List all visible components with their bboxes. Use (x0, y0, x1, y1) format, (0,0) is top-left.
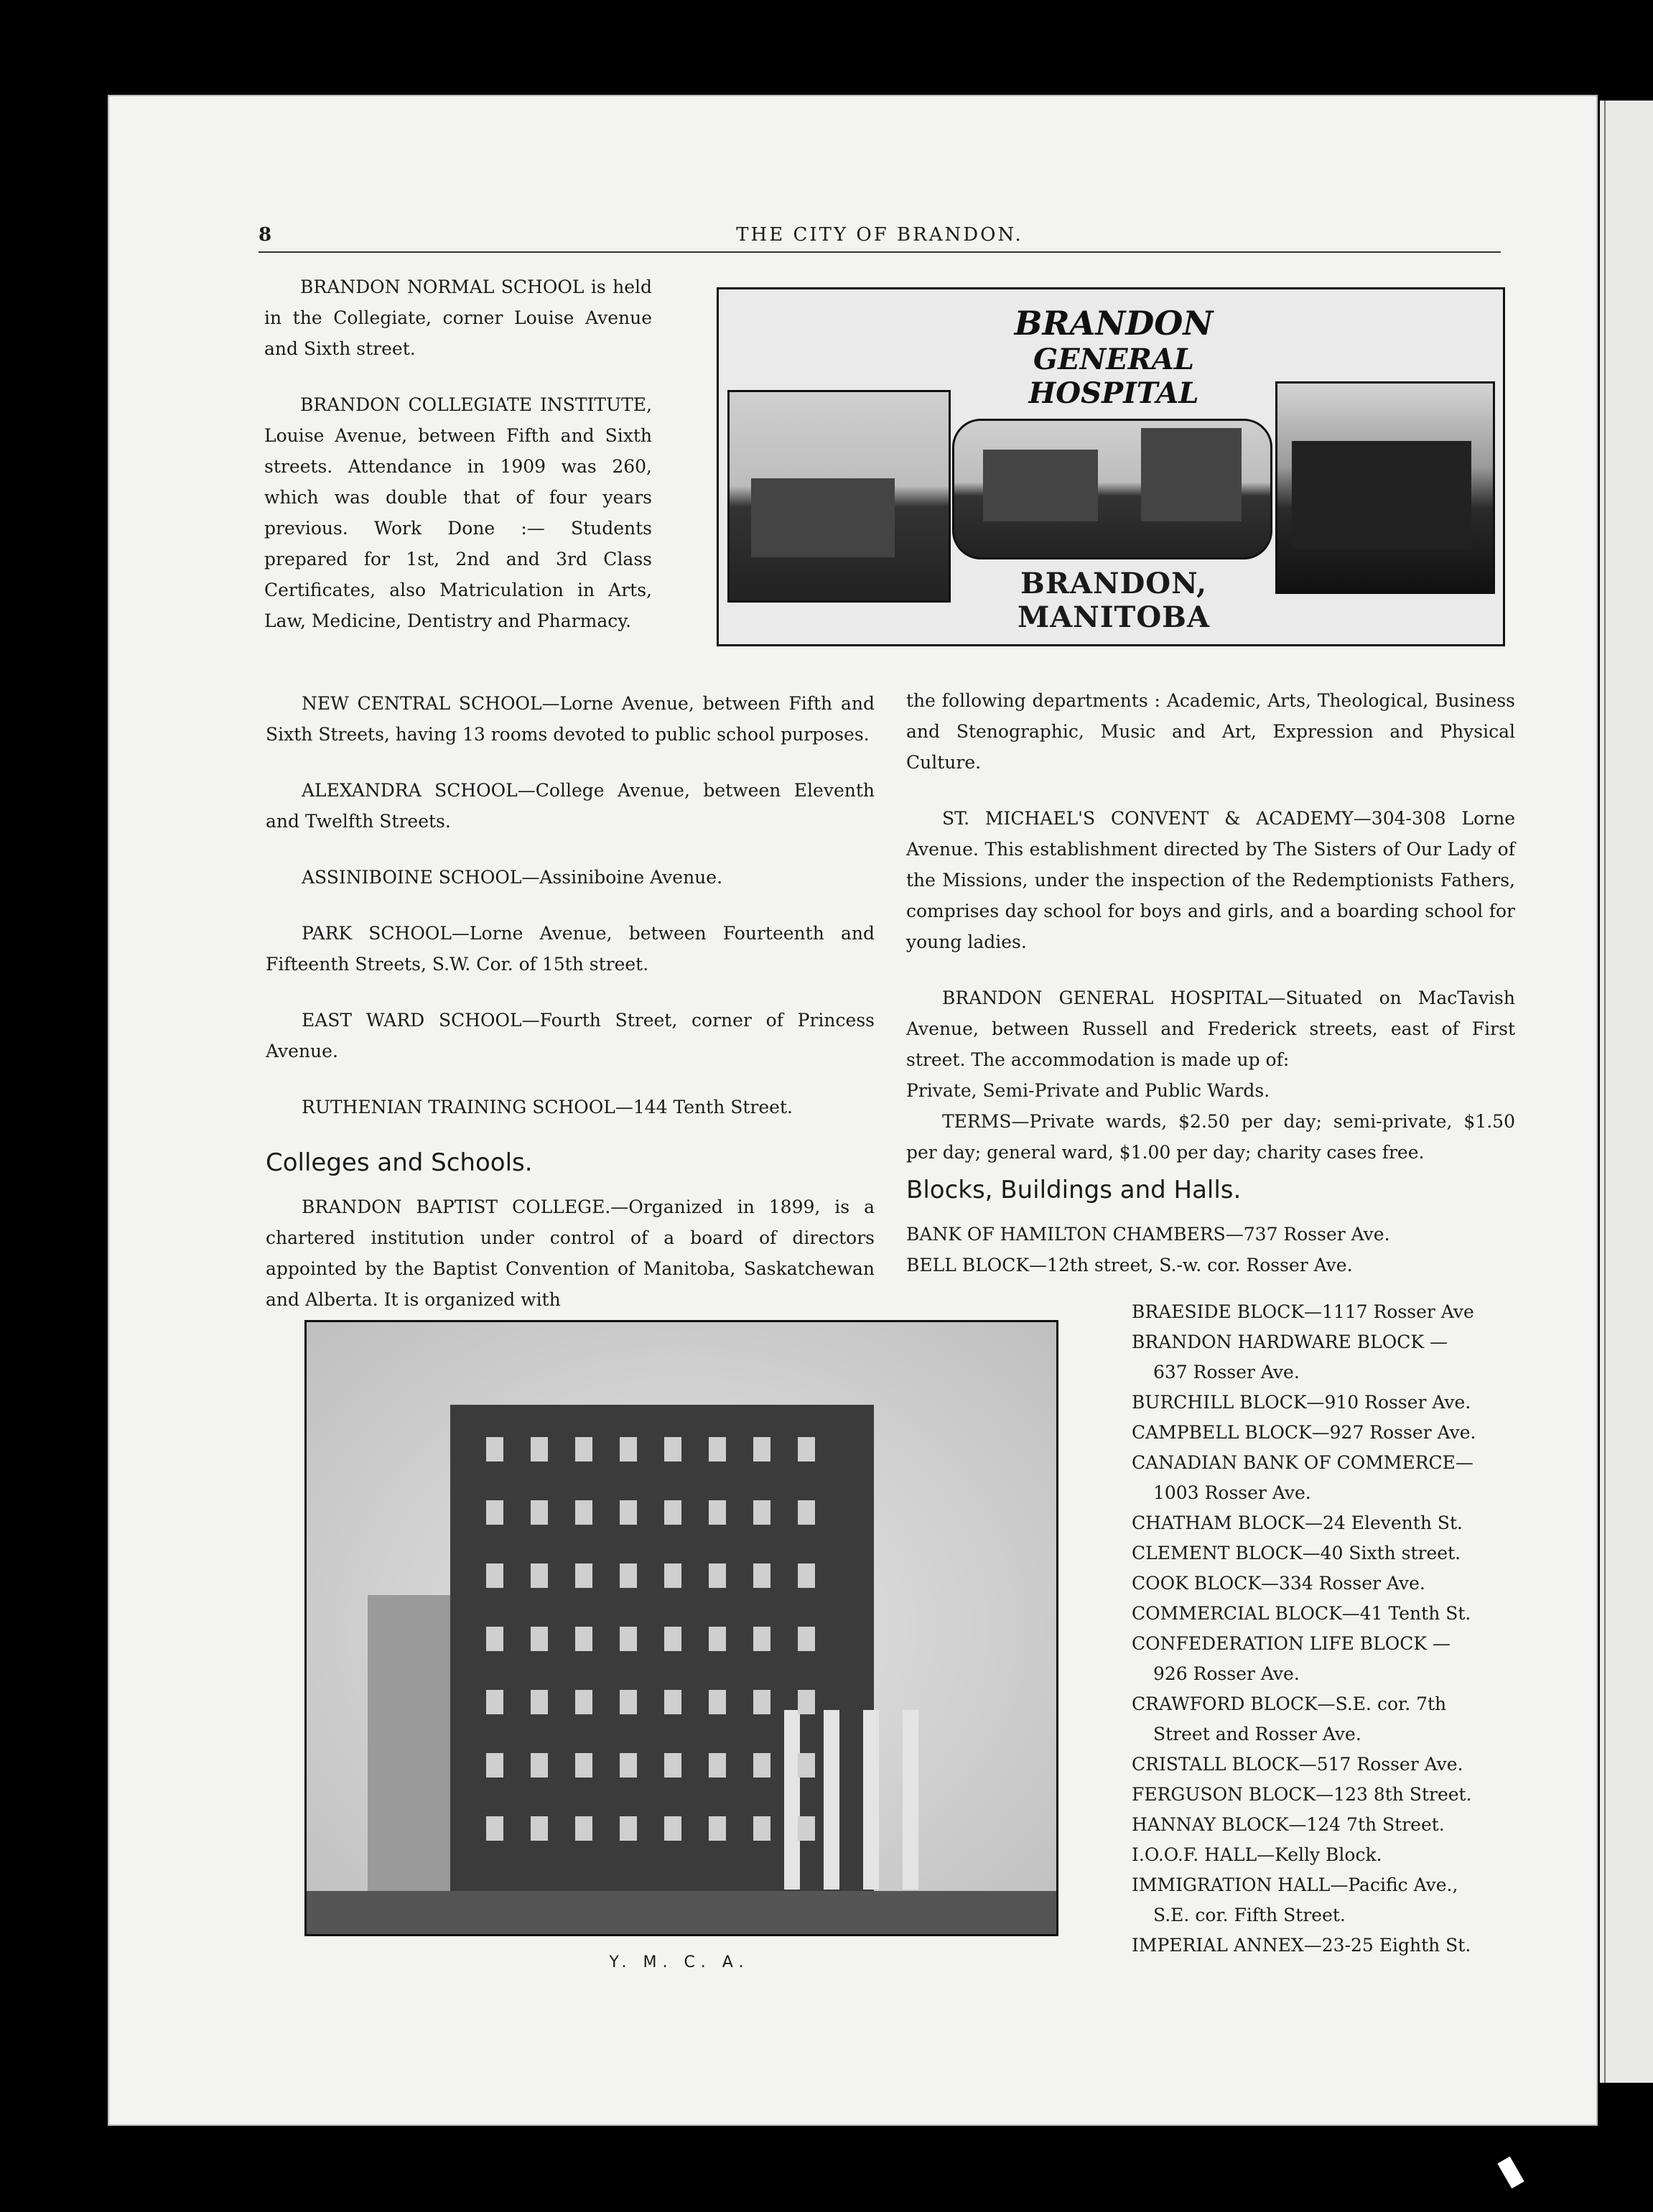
hospital-banner (949, 304, 1279, 410)
baptist-college-paragraph: BRANDON BAPTIST COLLEGE.—Organized in 1899, is a chartered institution under control of a board of directors appointed by the Baptist Convention of Manitoba, Saskatchewan and Alberta. It is organized with (266, 1196, 875, 1310)
scan-mark (1497, 2157, 1524, 2189)
block-directory-entry: IMMIGRATION HALL—Pacific Ave., (1132, 1874, 1458, 1895)
collegiate-paragraph: BRANDON COLLEGIATE INSTITUTE, Louise Avenue, between Fifth and Sixth streets. Attendance in 1909 was 260, which was double that of four years previous. Work Done :— Students prepared for 1st, 2nd and 3rd Class Certificates, also Matriculation in Arts, Law, Medicine, Dentistry and Pharmacy. (264, 394, 652, 631)
hospital-photo-center (952, 419, 1272, 559)
block-directory-entry: CRAWFORD BLOCK—S.E. cor. 7th (1132, 1693, 1447, 1714)
block-directory-entry: FERGUSON BLOCK—123 8th Street. (1132, 1784, 1472, 1805)
hospital-photo-right (1275, 381, 1495, 594)
block-bank-of-hamilton: BANK OF HAMILTON CHAMBERS—737 Rosser Ave. (906, 1224, 1390, 1245)
ymca-street (307, 1891, 1056, 1934)
block-directory-entry: CONFEDERATION LIFE BLOCK — (1132, 1633, 1451, 1654)
header-rule (259, 251, 1501, 253)
section-heading-blocks: Blocks, Buildings and Halls. (906, 1176, 1242, 1204)
normal-school-paragraph: BRANDON NORMAL SCHOOL is held in the Collegiate, corner Louise Avenue and Sixth street. (264, 276, 652, 359)
block-directory-entry: BURCHILL BLOCK—910 Rosser Ave. (1132, 1392, 1471, 1413)
block-directory-entry: BRANDON HARDWARE BLOCK — (1132, 1332, 1448, 1352)
block-directory-entry: IMPERIAL ANNEX—23-25 Eighth St. (1132, 1935, 1471, 1956)
column-left-top (264, 271, 652, 661)
column-right-main (906, 685, 1515, 1281)
terms-paragraph: TERMS—Private wards, $2.50 per day; semi-private, $1.50 per day; general ward, $1.00 per day; charity cases free. (906, 1111, 1515, 1163)
block-directory-entry: 637 Rosser Ave. (1153, 1362, 1300, 1382)
hospital-postcard-image (717, 287, 1505, 646)
block-directory-entry: CRISTALL BLOCK—517 Rosser Ave. (1132, 1754, 1463, 1775)
page-header (259, 224, 1501, 253)
block-bell: BELL BLOCK—12th street, S.-w. cor. Rosser Ave. (906, 1255, 1353, 1275)
column-left-main (266, 688, 875, 1340)
block-directory-entry: I.O.O.F. HALL—Kelly Block. (1132, 1844, 1382, 1865)
hospital-photo-left (727, 390, 951, 603)
block-directory-entry: HANNAY BLOCK—124 7th Street. (1132, 1814, 1445, 1835)
assiniboine-school: ASSINIBOINE SCHOOL—Assiniboine Avenue. (302, 867, 723, 888)
new-central-school: NEW CENTRAL SCHOOL—Lorne Avenue, between Fifth and Sixth Streets, having 13 rooms devoted to public school purposes. (266, 693, 875, 745)
block-directory-entry: BRAESIDE BLOCK—1117 Rosser Ave (1132, 1301, 1474, 1322)
departments-paragraph: the following departments : Academic, Arts, Theological, Business and Stenographic, Music and Art, Expression and Physical Culture. (906, 690, 1515, 773)
block-directory-entry: COMMERCIAL BLOCK—41 Tenth St. (1132, 1603, 1471, 1624)
block-directory-entry: S.E. cor. Fifth Street. (1153, 1905, 1346, 1925)
block-directory-entry: CLEMENT BLOCK—40 Sixth street. (1132, 1543, 1461, 1563)
hospital-location-label: BRANDON, MANITOBA (1017, 567, 1211, 634)
block-directory-entry: COOK BLOCK—334 Rosser Ave. (1132, 1573, 1425, 1594)
block-directory-entry: CAMPBELL BLOCK—927 Rosser Ave. (1132, 1422, 1476, 1443)
running-title: THE CITY OF BRANDON. (736, 224, 1023, 246)
st-michaels-paragraph: ST. MICHAEL'S CONVENT & ACADEMY—304-308 Lorne Avenue. This establishment directed by The Sisters of Our Lady of the Missions, under the inspection of the Redemptionists Fathers, comprises day school for boys and girls, and a boarding school for young ladies. (906, 808, 1515, 952)
alexandra-school: ALEXANDRA SCHOOL—College Avenue, between Eleventh and Twelfth Streets. (266, 780, 875, 832)
banner-line-2: GENERAL HOSPITAL (1028, 343, 1199, 410)
ruthenian-school: RUTHENIAN TRAINING SCHOOL—144 Tenth Street. (302, 1097, 793, 1117)
section-heading-colleges: Colleges and Schools. (266, 1148, 533, 1177)
ymca-caption: Y. M. C. A. (609, 1953, 750, 1971)
banner-line-1: BRANDON (1014, 304, 1214, 343)
block-directory-entry: CHATHAM BLOCK—24 Eleventh St. (1132, 1512, 1463, 1533)
general-hospital-paragraph: BRANDON GENERAL HOSPITAL—Situated on MacTavish Avenue, between Russell and Frederick streets, east of First street. The accommodation is made up of: (906, 988, 1515, 1070)
east-ward-school: EAST WARD SCHOOL—Fourth Street, corner of Princess Avenue. (266, 1010, 875, 1061)
blocks-directory-list (1132, 1297, 1534, 1961)
block-directory-entry: CANADIAN BANK OF COMMERCE— (1132, 1452, 1473, 1473)
page-number: 8 (259, 224, 272, 246)
block-directory-entry: Street and Rosser Ave. (1153, 1724, 1361, 1744)
ymca-annex-building (368, 1595, 457, 1911)
block-directory-entry: 926 Rosser Ave. (1153, 1663, 1300, 1684)
wards-line: Private, Semi-Private and Public Wards. (906, 1080, 1270, 1101)
park-school: PARK SCHOOL—Lorne Avenue, between Fourteenth and Fifteenth Streets, S.W. Cor. of 15th street. (266, 923, 875, 975)
ymca-photograph (304, 1320, 1058, 1936)
facing-page-edge (1600, 101, 1653, 2083)
block-directory-entry: 1003 Rosser Ave. (1153, 1482, 1311, 1503)
